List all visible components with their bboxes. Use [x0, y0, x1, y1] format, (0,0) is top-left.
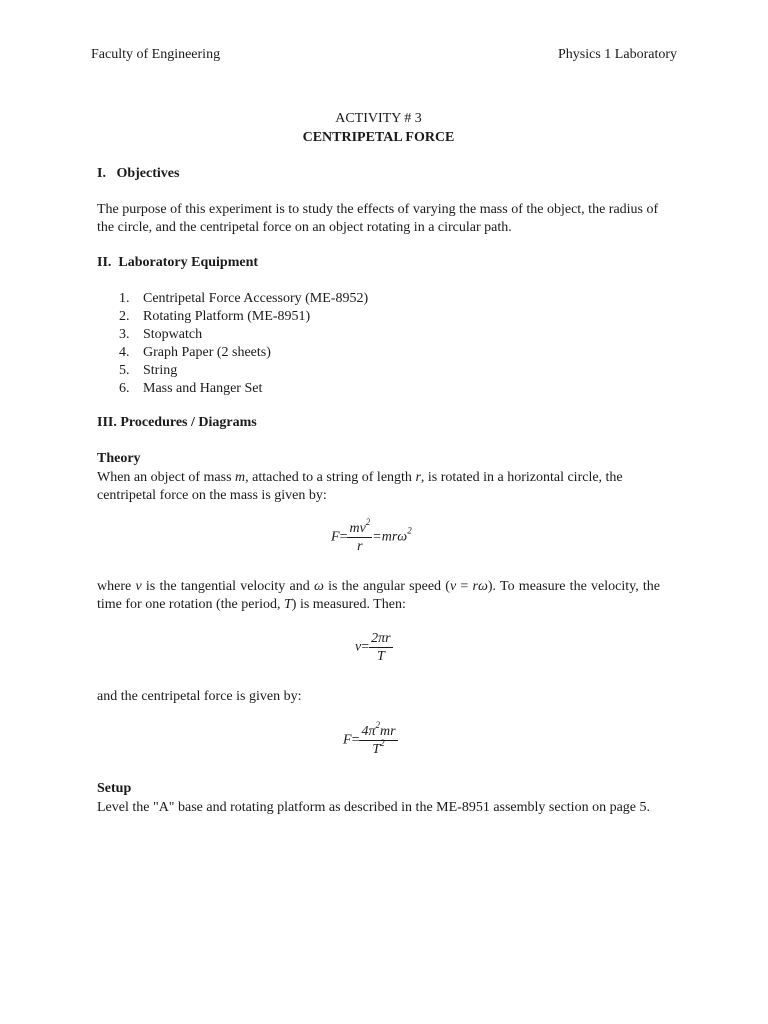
- var-v: v: [449, 579, 457, 594]
- theory-heading: Theory: [97, 451, 141, 466]
- text-run: When an object of mass: [97, 470, 236, 485]
- text-run: is the angular speed (: [323, 579, 450, 594]
- eq1-rhs: =mrω: [372, 529, 408, 545]
- objectives-text: The purpose of this experiment is to study the effects of varying the mass of the object, the radius of the circle, and the centripetal force on an object rotating in a circular path.: [97, 202, 659, 235]
- text-run: , attached to a string of length: [245, 470, 416, 485]
- theory-paragraph-1: [97, 469, 660, 505]
- eq3-fraction: [359, 720, 397, 758]
- eq3-num-exp: 2: [375, 720, 380, 730]
- eq2-lhs: v: [355, 639, 362, 655]
- eq1-denominator: r: [357, 539, 363, 554]
- list-item-number: 2.: [119, 309, 130, 324]
- list-item-number: 1.: [119, 291, 130, 306]
- objectives-heading: I. Objectives: [97, 166, 180, 181]
- text-run: ) is measured. Then:: [291, 597, 406, 612]
- eq3-lhs: F: [343, 732, 352, 748]
- theory-paragraph-3: and the centripetal force is given by:: [97, 689, 302, 704]
- list-item-text: String: [143, 363, 178, 378]
- eq2-numerator: 2πr: [371, 631, 391, 646]
- theory-paragraph-2: [97, 578, 660, 614]
- equation-centripetal-force: [331, 517, 412, 555]
- eq3-equals: =: [351, 732, 360, 748]
- activity-title: CENTRIPETAL FORCE: [302, 130, 455, 145]
- eq2-equals: =: [361, 639, 370, 655]
- eq2-denominator: T: [376, 649, 385, 664]
- activity-number: ACTIVITY # 3: [335, 111, 422, 126]
- eq2-fraction: [369, 630, 392, 665]
- eq3-denominator: [359, 738, 397, 758]
- eq3-numerator: [359, 720, 397, 741]
- text-run: , is rotated in a horizontal circle, the centripetal force on the mass is given by:: [97, 470, 623, 503]
- eq1-numerator: [347, 517, 372, 538]
- list-item-text: Centripetal Force Accessory (ME-8952): [143, 291, 369, 306]
- equation-force-period: [343, 720, 398, 758]
- procedures-heading: III. Procedures / Diagrams: [97, 415, 257, 430]
- equipment-heading: II. Laboratory Equipment: [97, 255, 259, 270]
- var-omega: ω: [313, 579, 324, 594]
- eq1-rhs-exp: 2: [407, 525, 412, 536]
- list-item-text: Stopwatch: [143, 327, 203, 342]
- var-T: T: [284, 597, 292, 612]
- text-run: is the tangential velocity and: [141, 579, 314, 594]
- eq3-den-exp: 2: [380, 738, 385, 748]
- eq1-fraction: [347, 517, 372, 555]
- list-item-number: 4.: [119, 345, 130, 360]
- list-item-number: 3.: [119, 327, 130, 342]
- header-left: Faculty of Engineering: [91, 47, 221, 62]
- var-r: r: [415, 470, 421, 485]
- text-run: ). To measure the velocity, the time for one rotation (the period,: [97, 579, 661, 612]
- setup-heading: Setup: [97, 781, 132, 796]
- eq3-num-a: 4π: [361, 724, 376, 739]
- eq3-num-b: mr: [379, 724, 396, 739]
- eq3-den-base: T: [372, 742, 381, 757]
- text-run: where: [97, 579, 136, 594]
- list-item-text: Graph Paper (2 sheets): [143, 345, 271, 360]
- equation-velocity: [355, 630, 393, 665]
- list-item-number: 5.: [119, 363, 130, 378]
- var-r-omega: rω: [472, 579, 488, 594]
- eq1-num-exp: 2: [365, 517, 371, 527]
- eq1-lhs: F: [331, 529, 340, 545]
- text-run: =: [456, 579, 473, 594]
- list-item-number: 6.: [119, 381, 130, 396]
- list-item-text: Mass and Hanger Set: [143, 381, 263, 396]
- eq1-num-base: mv: [349, 521, 366, 536]
- list-item-text: Rotating Platform (ME-8951): [143, 309, 311, 324]
- header-right: Physics 1 Laboratory: [558, 47, 677, 62]
- var-m: m: [235, 470, 246, 485]
- setup-text: Level the "A" base and rotating platform as described in the ME-8951 assembly section on page 5.: [97, 800, 650, 815]
- var-v: v: [135, 579, 142, 594]
- eq1-equals: =: [339, 529, 348, 545]
